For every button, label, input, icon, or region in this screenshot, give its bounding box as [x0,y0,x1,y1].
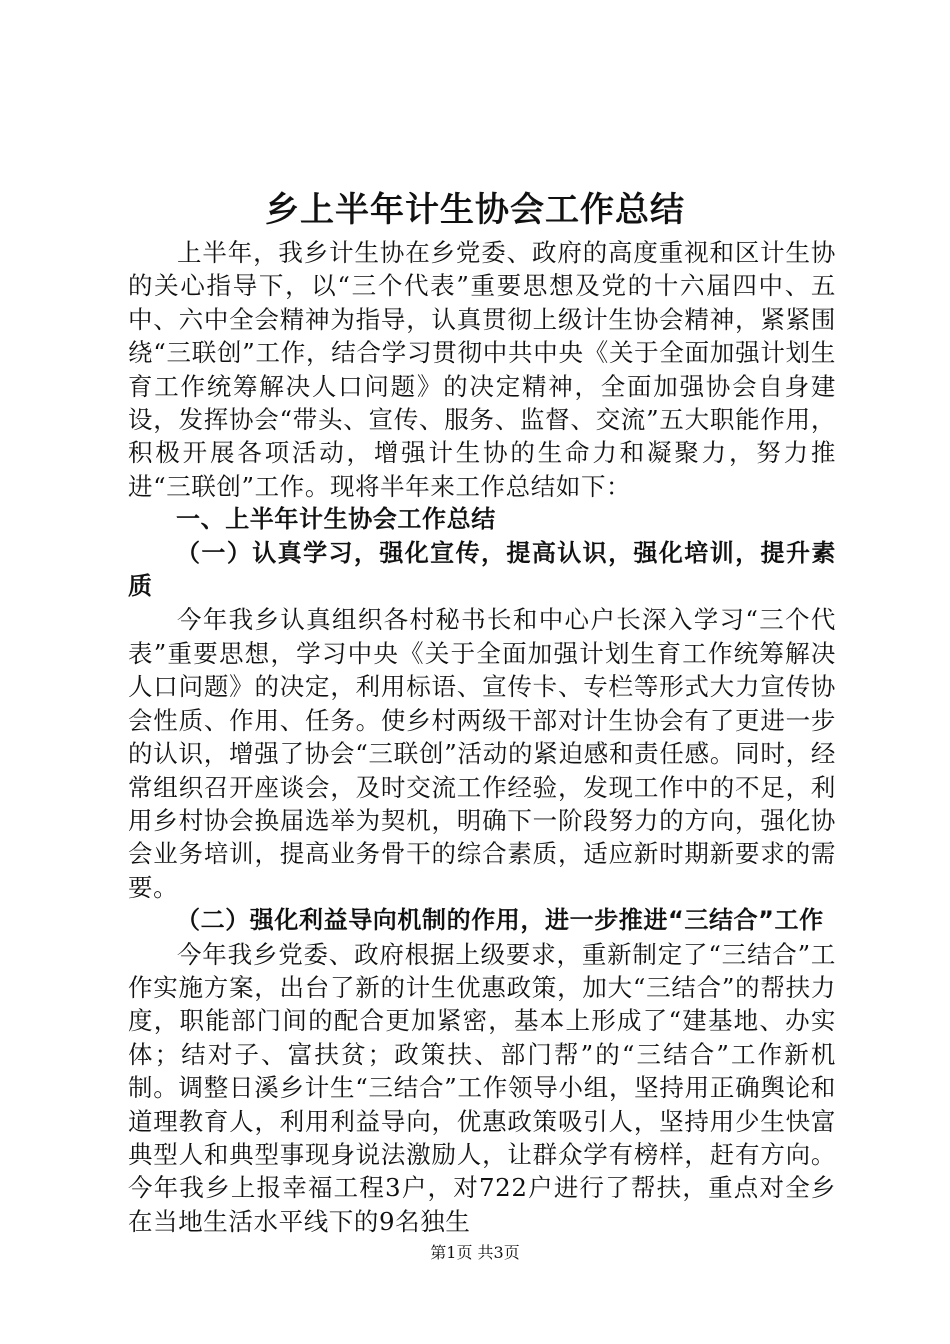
section-heading-1: 一、上半年计生协会工作总结 [176,505,496,534]
body-paragraph-2: 今年我乡党委、政府根据上级要求，重新制定了“三结合”工作实施方案，出台了新的计生优惠政策，加大“三结合”的帮扶力度，职能部门间的配合更加紧密，基本上形成了“建基地、办实体；结对子、富扶贫；政策扶、部门帮”的“三结合”工作新机制。调整日溪乡计生“三结合”工作领导小组，坚持用正确舆论和道理教育人，利用利益导向，优惠政策吸引人，坚持用少生快富典型人和典型事现身说法激励人，让群众学有榜样，赶有方向。今年我乡上报幸福工程3户，对722户进行了帮扶，重点对全乡在当地生活水平线下的9名独生 [128,939,836,1236]
intro-paragraph: 上半年，我乡计生协在乡党委、政府的高度重视和区计生协的关心指导下，以“三个代表”重要思想及党的十六届四中、五中、六中全会精神为指导，认真贯彻上级计生协会精神，紧紧围绕“三联创”工作，结合学习贯彻中共中央《关于全面加强计划生育工作统筹解决人口问题》的决定精神，全面加强协会自身建设，发挥协会“带头、宣传、服务、监督、交流”五大职能作用，积极开展各项活动，增强计生协的生命力和凝聚力，努力推进“三联创”工作。现将半年来工作总结如下： [128,238,836,501]
body-paragraph-1: 今年我乡认真组织各村秘书长和中心户长深入学习“三个代表”重要思想，学习中央《关于全面加强计划生育工作统筹解决人口问题》的决定，利用标语、宣传卡、专栏等形式大力宣传协会性质、作用、任务。使乡村两级干部对计生协会有了更进一步的认识，增强了协会“三联创”活动的紧迫感和责任感。同时，经常组织召开座谈会，及时交流工作经验，发现工作中的不足，利用乡村协会换届选举为契机，明确下一阶段努力的方向，强化协会业务培训，提高业务骨干的综合素质，适应新时期新要求的需要。 [128,605,836,902]
page-number-footer: 第1页 共3页 [430,1243,520,1262]
subsection-heading-2: （二）强化利益导向机制的作用，进一步推进“三结合”工作 [176,906,824,935]
document-title: 乡上半年计生协会工作总结 [265,190,685,230]
subsection-heading-1: （一）认真学习，强化宣传，提高认识，强化培训，提升素质 [128,538,836,601]
document-body [128,236,836,1238]
